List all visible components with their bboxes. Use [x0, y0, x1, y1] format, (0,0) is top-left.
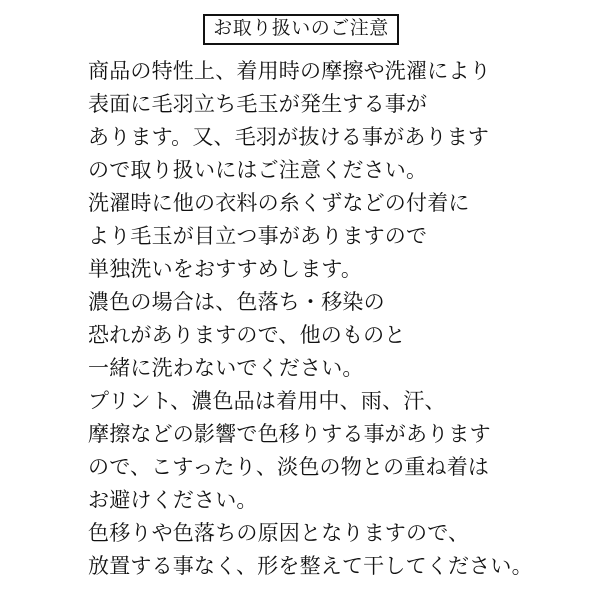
instruction-line: お避けください。: [88, 487, 258, 512]
instruction-line: より毛玉が目立つ事がありますので: [88, 223, 428, 248]
document-title: お取り扱いのご注意: [203, 14, 399, 45]
instruction-line: 摩擦などの影響で色移りする事があります: [88, 421, 491, 446]
instruction-line: 色移りや色落ちの原因となりますので、: [88, 520, 470, 545]
title-container: [60, 14, 542, 45]
instruction-line: プリント、濃色品は着用中、雨、汗、: [88, 388, 446, 413]
instruction-line: 濃色の場合は、色落ち・移染の: [88, 289, 385, 314]
instruction-line: あります。又、毛羽が抜ける事があります: [88, 124, 490, 149]
instruction-line: 単独洗いをおすすめします。: [88, 256, 363, 281]
instruction-line: 洗濯時に他の衣料の糸くずなどの付着に: [88, 190, 470, 215]
instruction-line: ので、こすったり、淡色の物との重ね着は: [88, 454, 490, 479]
instructions-body: [88, 55, 533, 583]
instruction-line: 一緒に洗わないでください。: [88, 355, 364, 380]
instruction-line: 商品の特性上、着用時の摩擦や洗濯により: [88, 58, 491, 83]
instruction-line: 放置する事なく、形を整えて干してください。: [88, 553, 533, 578]
instruction-line: ので取り扱いにはご注意ください。: [88, 157, 428, 182]
instruction-line: 恐れがありますので、他のものと: [88, 322, 406, 347]
instruction-line: 表面に毛羽立ち毛玉が発生する事が: [88, 91, 428, 116]
